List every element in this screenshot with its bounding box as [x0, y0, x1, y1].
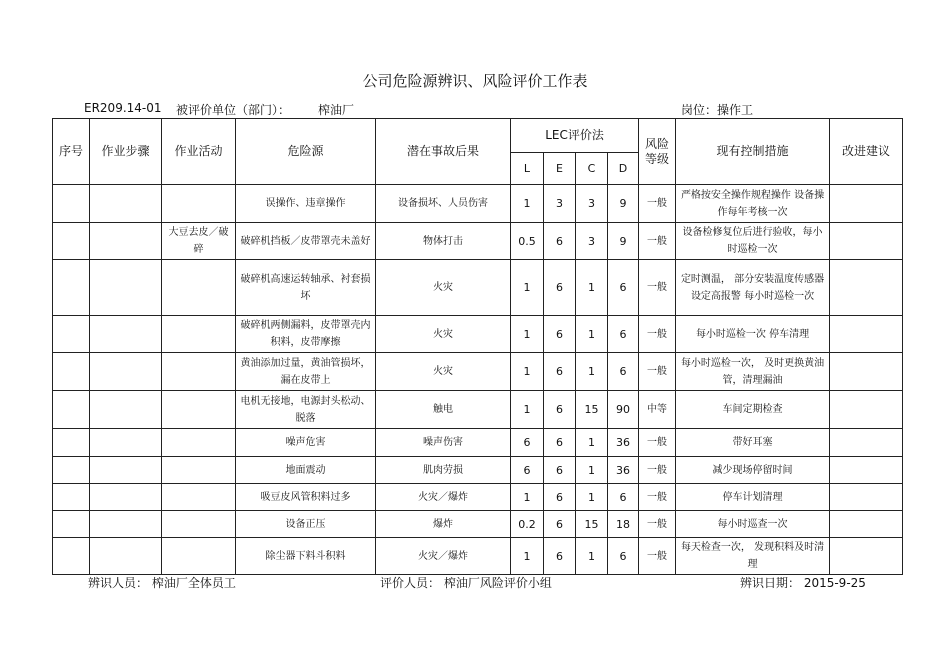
cell-activity [162, 260, 236, 316]
cell-E: 6 [544, 223, 576, 260]
cell-C: 1 [576, 429, 608, 457]
cell-hazard: 吸豆皮风管积料过多 [236, 484, 376, 511]
cell-step [90, 185, 162, 223]
cell-consequence: 设备损坏、人员伤害 [376, 185, 511, 223]
cell-suggest [830, 484, 903, 511]
cell-L: 1 [511, 538, 544, 575]
cell-activity [162, 429, 236, 457]
col-C: C [576, 153, 608, 185]
table-row [53, 185, 903, 223]
cell-C: 15 [576, 511, 608, 538]
table-row [53, 260, 903, 316]
cell-L: 0.5 [511, 223, 544, 260]
cell-consequence: 爆炸 [376, 511, 511, 538]
cell-consequence: 火灾／爆炸 [376, 538, 511, 575]
cell-hazard: 误操作、违章操作 [236, 185, 376, 223]
cell-seq [53, 353, 90, 391]
cell-level: 一般 [639, 316, 676, 353]
table-row [53, 353, 903, 391]
cell-activity [162, 316, 236, 353]
col-control: 现有控制措施 [676, 119, 830, 185]
cell-L: 1 [511, 260, 544, 316]
table-row [53, 429, 903, 457]
col-E: E [544, 153, 576, 185]
cell-activity [162, 511, 236, 538]
evaluator: 评价人员： 榨油厂风险评价小组 [380, 576, 552, 590]
table-row [53, 223, 903, 260]
cell-step [90, 457, 162, 484]
cell-D: 6 [608, 353, 639, 391]
cell-activity: 大豆去皮／破碎 [162, 223, 236, 260]
table-row [53, 538, 903, 575]
cell-control: 带好耳塞 [676, 429, 830, 457]
post-label: 岗位：操作工 [681, 103, 754, 117]
cell-seq [53, 538, 90, 575]
cell-hazard: 破碎机挡板／皮带罩壳未盖好 [236, 223, 376, 260]
cell-level: 一般 [639, 457, 676, 484]
col-consequence: 潜在事故后果 [376, 119, 511, 185]
cell-control: 定时测温， 部分安装温度传感器设定高报警 每小时巡检一次 [676, 260, 830, 316]
cell-D: 9 [608, 185, 639, 223]
cell-seq [53, 316, 90, 353]
cell-step [90, 316, 162, 353]
cell-step [90, 429, 162, 457]
cell-C: 1 [576, 353, 608, 391]
cell-C: 1 [576, 457, 608, 484]
cell-suggest [830, 223, 903, 260]
cell-control: 严格按安全操作规程操作 设备操作每年考核一次 [676, 185, 830, 223]
cell-control: 每小时巡检一次 停车清理 [676, 316, 830, 353]
cell-control: 每小时巡查一次 [676, 511, 830, 538]
cell-D: 18 [608, 511, 639, 538]
col-hazard: 危险源 [236, 119, 376, 185]
cell-consequence: 火灾 [376, 260, 511, 316]
cell-consequence: 火灾／爆炸 [376, 484, 511, 511]
cell-L: 1 [511, 316, 544, 353]
col-step: 作业步骤 [90, 119, 162, 185]
table-row [53, 316, 903, 353]
cell-level: 一般 [639, 538, 676, 575]
cell-step [90, 353, 162, 391]
col-lec: LEC评价法 [511, 119, 639, 153]
table-row [53, 511, 903, 538]
cell-suggest [830, 429, 903, 457]
cell-consequence: 肌肉劳损 [376, 457, 511, 484]
cell-activity [162, 538, 236, 575]
cell-seq [53, 391, 90, 429]
document-title: 公司危险源辨识、风险评价工作表 [362, 72, 588, 90]
risk-assessment-table [52, 118, 903, 575]
cell-consequence: 触电 [376, 391, 511, 429]
cell-suggest [830, 185, 903, 223]
cell-C: 3 [576, 185, 608, 223]
cell-E: 6 [544, 538, 576, 575]
cell-level: 一般 [639, 353, 676, 391]
cell-hazard: 电机无接地，电源封头松动、脱落 [236, 391, 376, 429]
cell-C: 15 [576, 391, 608, 429]
cell-activity [162, 185, 236, 223]
cell-D: 90 [608, 391, 639, 429]
col-level: 风险等级 [639, 119, 676, 185]
cell-level: 一般 [639, 484, 676, 511]
cell-C: 1 [576, 538, 608, 575]
cell-consequence: 噪声伤害 [376, 429, 511, 457]
cell-L: 6 [511, 429, 544, 457]
cell-activity [162, 391, 236, 429]
cell-suggest [830, 391, 903, 429]
cell-L: 1 [511, 353, 544, 391]
cell-hazard: 除尘器下料斗积料 [236, 538, 376, 575]
cell-level: 一般 [639, 429, 676, 457]
cell-step [90, 260, 162, 316]
cell-suggest [830, 511, 903, 538]
cell-step [90, 223, 162, 260]
table-row [53, 484, 903, 511]
cell-hazard: 破碎机两侧漏料，皮带罩壳内积料，皮带摩擦 [236, 316, 376, 353]
cell-C: 1 [576, 260, 608, 316]
cell-C: 1 [576, 484, 608, 511]
cell-E: 6 [544, 429, 576, 457]
cell-seq [53, 484, 90, 511]
cell-D: 6 [608, 316, 639, 353]
cell-D: 9 [608, 223, 639, 260]
cell-E: 6 [544, 391, 576, 429]
cell-L: 6 [511, 457, 544, 484]
cell-E: 6 [544, 260, 576, 316]
doc-code: ER209.14-01 [84, 101, 162, 115]
cell-L: 1 [511, 391, 544, 429]
table-body [53, 185, 903, 575]
cell-L: 1 [511, 484, 544, 511]
cell-activity [162, 484, 236, 511]
cell-C: 3 [576, 223, 608, 260]
cell-C: 1 [576, 316, 608, 353]
cell-activity [162, 457, 236, 484]
table-row [53, 391, 903, 429]
cell-suggest [830, 538, 903, 575]
cell-seq [53, 511, 90, 538]
cell-L: 1 [511, 185, 544, 223]
cell-step [90, 511, 162, 538]
cell-E: 6 [544, 353, 576, 391]
identifier: 辨识人员： 榨油厂全体员工 [88, 576, 236, 590]
col-activity: 作业活动 [162, 119, 236, 185]
cell-E: 6 [544, 484, 576, 511]
table-row [53, 457, 903, 484]
cell-D: 36 [608, 429, 639, 457]
dept-value: 榨油厂 [318, 103, 355, 117]
cell-level: 中等 [639, 391, 676, 429]
cell-seq [53, 185, 90, 223]
cell-E: 6 [544, 457, 576, 484]
col-D: D [608, 153, 639, 185]
cell-hazard: 破碎机高速运转轴承、衬套损坏 [236, 260, 376, 316]
cell-control: 车间定期检查 [676, 391, 830, 429]
cell-E: 3 [544, 185, 576, 223]
cell-control: 设备检修复位后进行验收，每小时巡检一次 [676, 223, 830, 260]
dept-label: 被评价单位（部门）： [176, 103, 291, 117]
cell-seq [53, 429, 90, 457]
cell-D: 6 [608, 484, 639, 511]
cell-suggest [830, 316, 903, 353]
cell-level: 一般 [639, 511, 676, 538]
cell-level: 一般 [639, 260, 676, 316]
cell-consequence: 火灾 [376, 316, 511, 353]
cell-E: 6 [544, 511, 576, 538]
cell-D: 6 [608, 260, 639, 316]
header-row [53, 119, 903, 153]
cell-level: 一般 [639, 223, 676, 260]
cell-D: 36 [608, 457, 639, 484]
cell-seq [53, 457, 90, 484]
cell-suggest [830, 260, 903, 316]
cell-control: 停车计划清理 [676, 484, 830, 511]
cell-control: 每小时巡检一次， 及时更换黄油管，清理漏油 [676, 353, 830, 391]
cell-D: 6 [608, 538, 639, 575]
cell-step [90, 391, 162, 429]
cell-hazard: 黄油添加过量，黄油管损坏，漏在皮带上 [236, 353, 376, 391]
cell-consequence: 物体打击 [376, 223, 511, 260]
col-L: L [511, 153, 544, 185]
col-suggest: 改进建议 [830, 119, 903, 185]
cell-hazard: 噪声危害 [236, 429, 376, 457]
cell-hazard: 地面震动 [236, 457, 376, 484]
cell-E: 6 [544, 316, 576, 353]
identify-date: 辨识日期： 2015-9-25 [740, 576, 866, 590]
cell-level: 一般 [639, 185, 676, 223]
cell-step [90, 484, 162, 511]
cell-seq [53, 260, 90, 316]
cell-suggest [830, 457, 903, 484]
cell-activity [162, 353, 236, 391]
cell-step [90, 538, 162, 575]
cell-hazard: 设备正压 [236, 511, 376, 538]
cell-seq [53, 223, 90, 260]
cell-consequence: 火灾 [376, 353, 511, 391]
cell-control: 每天检查一次， 发现积料及时清理 [676, 538, 830, 575]
cell-suggest [830, 353, 903, 391]
cell-control: 减少现场停留时间 [676, 457, 830, 484]
col-seq: 序号 [53, 119, 90, 185]
cell-L: 0.2 [511, 511, 544, 538]
